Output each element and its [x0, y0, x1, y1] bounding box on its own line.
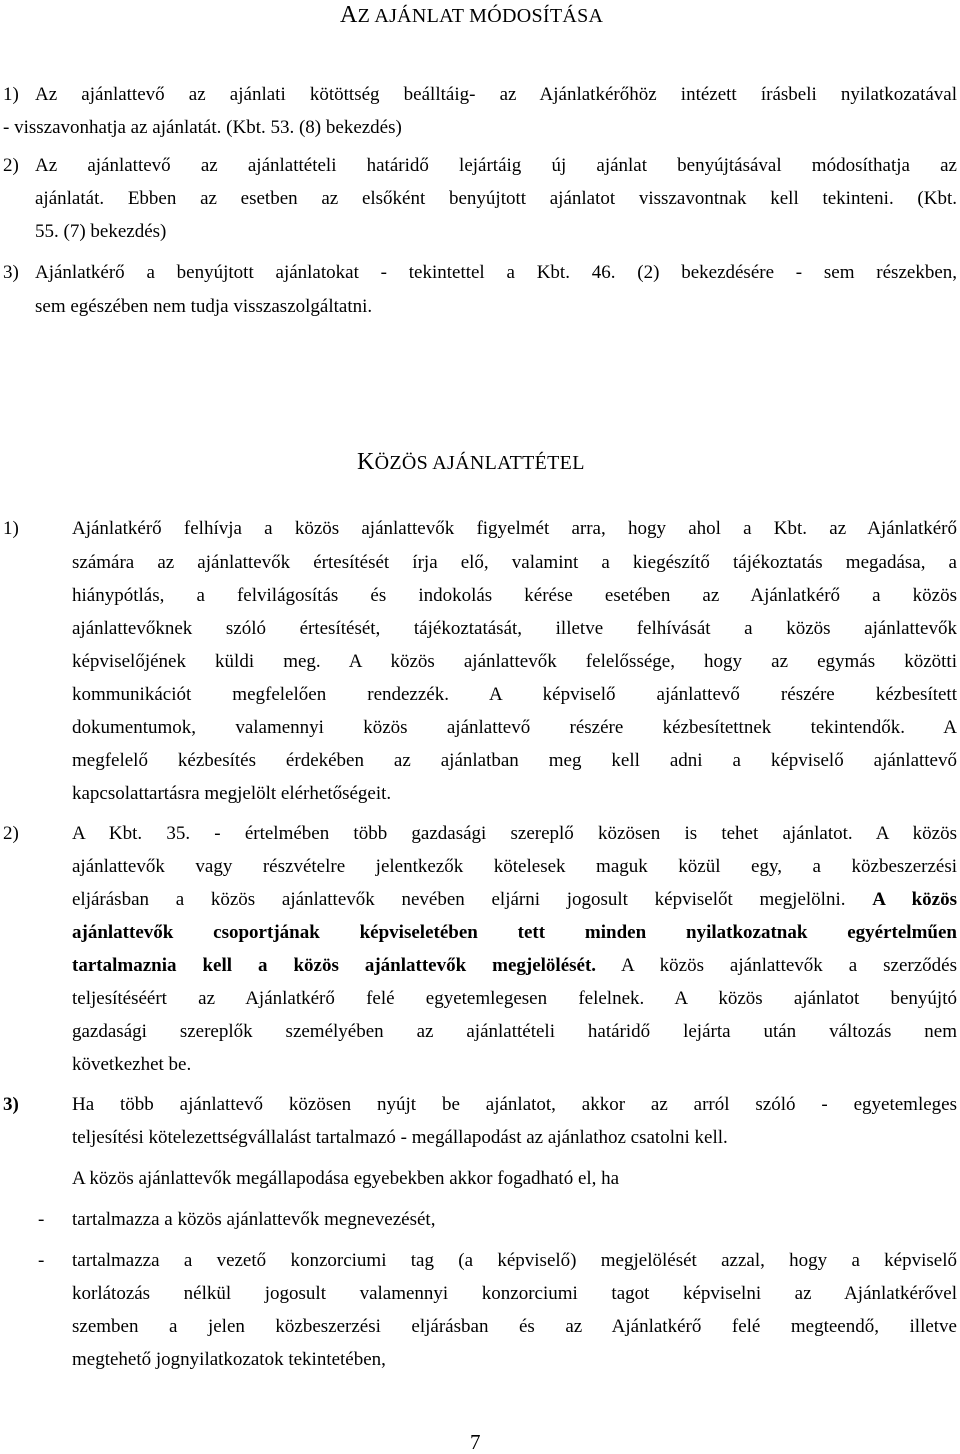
paragraph-line: - visszavonhatja az ajánlatát. (Kbt. 53. (8) bekezdés) [3, 117, 402, 138]
bullet-line: tartalmazza a vezető konzorciumi tag (a képviselő) megjelölését azzal, hogy a képviselő [72, 1250, 957, 1271]
bullet-line: megtehető jognyilatkozatok tekintetében, [72, 1349, 386, 1370]
paragraph-line: kommunikációt megfelelően rendezzék. A képviselő ajánlattevő részére kézbesített [72, 684, 957, 705]
paragraph-line: Ha több ajánlattevő közösen nyújt be ajánlatot, akkor az arról szóló - egyetemleges [72, 1094, 957, 1115]
paragraph-line: kapcsolattartásra megjelölt elérhetőségeit. [72, 783, 392, 804]
paragraph-line: Ajánlatkérő felhívja a közös ajánlattevők figyelmét arra, hogy ahol a Kbt. az Ajánlatkérő [72, 518, 957, 539]
text-normal: A közös ajánlattevők a szerződés [620, 955, 957, 976]
paragraph-line: ajánlattevők vagy részvételre jelentkezők kötelesek maguk közül egy, a közbeszerzési [72, 856, 957, 877]
paragraph-line: teljesítési kötelezettségvállalást tartalmazó - megállapodást az ajánlathoz csatolni kell. [72, 1127, 728, 1148]
paragraph-line: gazdasági szereplők személyében az ajánlattételi határidő lejárta után változás nem [72, 1021, 957, 1042]
paragraph-line: teljesítéséért az Ajánlatkérő felé egyetemlegesen felelnek. A közös ajánlatot benyújtó [72, 988, 957, 1009]
bullet-marker: - [38, 1209, 45, 1230]
paragraph-line: megfelelő kézbesítés érdekében az ajánlatban meg kell adni a képviselő ajánlattevő [72, 750, 957, 771]
item-number: 3) [3, 1094, 19, 1115]
bullet-marker: - [38, 1250, 45, 1271]
section-title-kozos-ajanlattetel [357, 449, 585, 476]
paragraph-line: következhet be. [72, 1054, 192, 1075]
paragraph-line: ajánlatát. Ebben az esetben az elsőként benyújtott ajánlatot visszavontnak kell tekinteni. (Kbt. [35, 188, 957, 209]
text-bold: tartalmaznia kell a közös ajánlattevők megjelölését. [72, 955, 597, 976]
paragraph-line-mixed [72, 954, 957, 978]
title-initial: A [340, 2, 358, 28]
paragraph-line-bold: ajánlattevők csoportjának képviseletében tett minden nyilatkozatnak egyértelműen [72, 922, 957, 943]
paragraph-line: sem egészében nem tudja visszaszolgáltatni. [35, 296, 373, 317]
item-number: 3) [3, 262, 19, 283]
bullet-line: tartalmazza a közös ajánlattevők megnevezését, [72, 1209, 436, 1230]
item-number: 1) [3, 84, 19, 105]
paragraph-line: számára az ajánlattevők értesítését írja elő, valamint a kiegészítő tájékoztatás megadása, a [72, 552, 957, 573]
item-number: 1) [3, 518, 19, 539]
section-title-ajanlat-modositasa [340, 2, 603, 29]
sub-paragraph: A közös ajánlattevők megállapodása egyebekben akkor fogadható el, ha [72, 1168, 620, 1189]
item-number: 2) [3, 823, 19, 844]
paragraph-line: Az ajánlattevő az ajánlattételi határidő lejártáig új ajánlat benyújtásával módosíthatja az [35, 155, 957, 176]
title-rest: ÖZÖS AJÁNLATTÉTEL [374, 452, 585, 474]
bullet-line: korlátozás nélkül jogosult valamennyi konzorciumi tagot képviselni az Ajánlatkérővel [72, 1283, 957, 1304]
paragraph-line: Ajánlatkérő a benyújtott ajánlatokat - tekintettel a Kbt. 46. (2) bekezdésére - sem részekben, [35, 262, 957, 283]
bullet-line: szemben a jelen közbeszerzési eljárásban és az Ajánlatkérő felé megteendő, illetve [72, 1316, 957, 1337]
title-rest: Z AJÁNLAT MÓDOSÍTÁSA [357, 5, 604, 27]
text-bold: A közös [872, 889, 957, 910]
title-initial: K [357, 449, 375, 475]
page-number: 7 [470, 1430, 481, 1454]
item-number: 2) [3, 155, 19, 176]
paragraph-line-mixed [72, 888, 957, 912]
paragraph-line: hiánypótlás, a felvilágosítás és indokolás kérése esetében az Ajánlatkérő a közös [72, 585, 957, 606]
text-normal: eljárásban a közös ajánlattevők nevében eljárni jogosult képviselőt megjelölni. [72, 889, 846, 910]
paragraph-line: dokumentumok, valamennyi közös ajánlattevő részére kézbesítettnek tekintendők. A [72, 717, 957, 738]
paragraph-line: ajánlattevőknek szóló értesítését, tájékoztatását, illetve felhívását a közös ajánlattevők [72, 618, 957, 639]
paragraph-line: képviselőjének küldi meg. A közös ajánlattevők felelőssége, hogy az egymás közötti [72, 651, 957, 672]
paragraph-line: A Kbt. 35. - értelmében több gazdasági szereplő közösen is tehet ajánlatot. A közös [72, 823, 957, 844]
paragraph-line: 55. (7) bekezdés) [35, 221, 167, 242]
paragraph-line: Az ajánlattevő az ajánlati kötöttség beálltáig- az Ajánlatkérőhöz intézett írásbeli nyilatkozatával [35, 84, 957, 105]
